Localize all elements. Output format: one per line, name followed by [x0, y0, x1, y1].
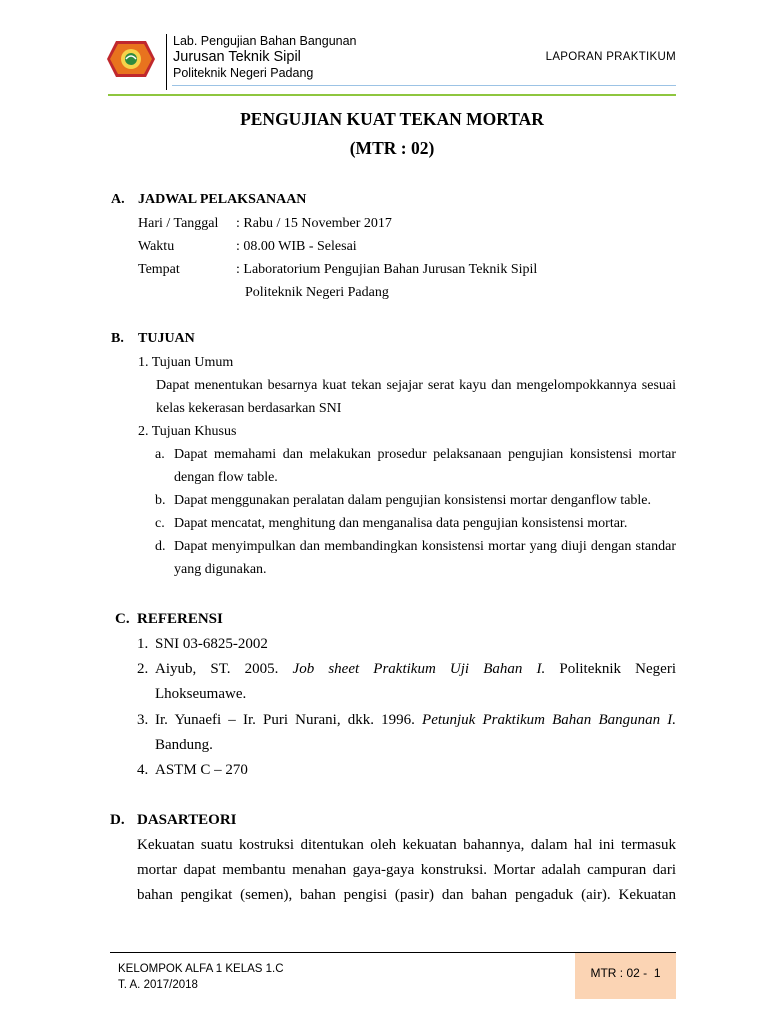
ref-marker: 4.	[137, 762, 149, 778]
goal-item-line: Dapat memahami dan melakukan prosedur pelaksanaan pengujian konsistensi mortar	[174, 447, 676, 462]
ref-marker: 3.	[137, 712, 149, 728]
general-goal-line-2: kelas kekerasan berdasarkan SNI	[156, 401, 342, 416]
header-green-rule	[108, 94, 676, 96]
goal-item-line: Dapat mencatat, menghitung dan menganalisa data pengujian konsistensi mortar.	[174, 516, 628, 531]
goal-marker: a.	[155, 447, 165, 462]
general-goal-line-1: Dapat menentukan besarnya kuat tekan sejajar serat kayu dan mengelompokkannya sesuai	[156, 378, 676, 393]
academic-year: T. A. 2017/2018	[118, 979, 198, 991]
specific-goal-label: 2. Tujuan Khusus	[138, 424, 237, 439]
department-name: Jurusan Teknik Sipil	[173, 49, 301, 65]
ref-marker: 1.	[137, 636, 149, 652]
page-number: MTR : 02 - 1	[590, 966, 661, 980]
schedule-value-time: : 08.00 WIB - Selesai	[236, 239, 357, 254]
theory-line-2: mortar dapat membantu menahan gaya-gaya konstruksi. Mortar adalah campuran dari	[137, 862, 676, 878]
goal-item-line: Dapat menggunakan peralatan dalam pengujian konsistensi mortar denganflow table.	[174, 493, 652, 508]
ref-line-cont: Lhokseumawe.	[155, 686, 247, 702]
schedule-label-place: Tempat	[138, 262, 180, 277]
institution-name: Politeknik Negeri Padang	[173, 66, 314, 80]
theory-line-1: Kekuatan suatu kostruksi ditentukan oleh kekuatan bahannya, dalam hal ini termasuk	[137, 837, 676, 853]
polytechnic-logo	[106, 39, 156, 79]
ref-title: Job sheet Praktikum Uji Bahan I.	[292, 661, 546, 677]
section-d-letter: D.	[110, 812, 125, 828]
section-a-heading: JADWAL PELAKSANAAN	[138, 192, 307, 207]
theory-line-3: bahan pengikat (semen), bahan pengisi (pasir) dan bahan pengaduk (air). Kekuatan	[137, 887, 676, 903]
ref-title: Petunjuk Praktikum Bahan Bangunan I.	[422, 712, 676, 728]
header-divider	[166, 34, 167, 90]
section-b-letter: B.	[111, 331, 124, 346]
section-a-letter: A.	[111, 192, 125, 207]
ref-line	[155, 712, 676, 729]
goal-marker: d.	[155, 539, 166, 554]
goal-marker: b.	[155, 493, 166, 508]
goal-item-line: dengan flow table.	[174, 470, 278, 485]
goal-item-line: yang digunakan.	[174, 562, 267, 577]
schedule-label-date: Hari / Tanggal	[138, 216, 219, 231]
ref-author: Ir. Yunaefi – Ir. Puri Nurani, dkk. 1996.	[155, 712, 423, 728]
ref-text: ASTM C – 270	[155, 762, 248, 778]
group-name: KELOMPOK ALFA 1 KELAS 1.C	[118, 963, 284, 975]
schedule-value-date: : Rabu / 15 November 2017	[236, 216, 392, 231]
schedule-label-time: Waktu	[138, 239, 175, 254]
ref-marker: 2.	[137, 661, 149, 677]
section-d-heading: DASARTEORI	[137, 812, 237, 828]
report-type: LAPORAN PRAKTIKUM	[545, 51, 676, 63]
document-title: PENGUJIAN KUAT TEKAN MORTAR	[240, 109, 544, 129]
lab-name: Lab. Pengujian Bahan Bangunan	[173, 34, 357, 48]
goal-marker: c.	[155, 516, 165, 531]
section-c-letter: C.	[115, 611, 130, 627]
section-b-heading: TUJUAN	[138, 331, 195, 346]
schedule-value-place-cont: Politeknik Negeri Padang	[245, 285, 389, 300]
ref-line	[155, 661, 676, 678]
document-code: (MTR : 02)	[349, 138, 435, 158]
general-goal-label: 1. Tujuan Umum	[138, 355, 234, 370]
ref-line-cont: Bandung.	[155, 737, 213, 753]
section-c-heading: REFERENSI	[137, 611, 223, 627]
ref-author: Aiyub, ST. 2005.	[155, 661, 293, 677]
goal-item-line: Dapat menyimpulkan dan membandingkan konsistensi mortar yang diuji dengan standar	[174, 539, 676, 554]
header-blue-rule	[172, 85, 676, 86]
ref-publisher: Politeknik Negeri	[545, 661, 676, 677]
ref-text: SNI 03-6825-2002	[155, 636, 268, 652]
schedule-value-place: : Laboratorium Pengujian Bahan Jurusan Teknik Sipil	[236, 262, 538, 277]
